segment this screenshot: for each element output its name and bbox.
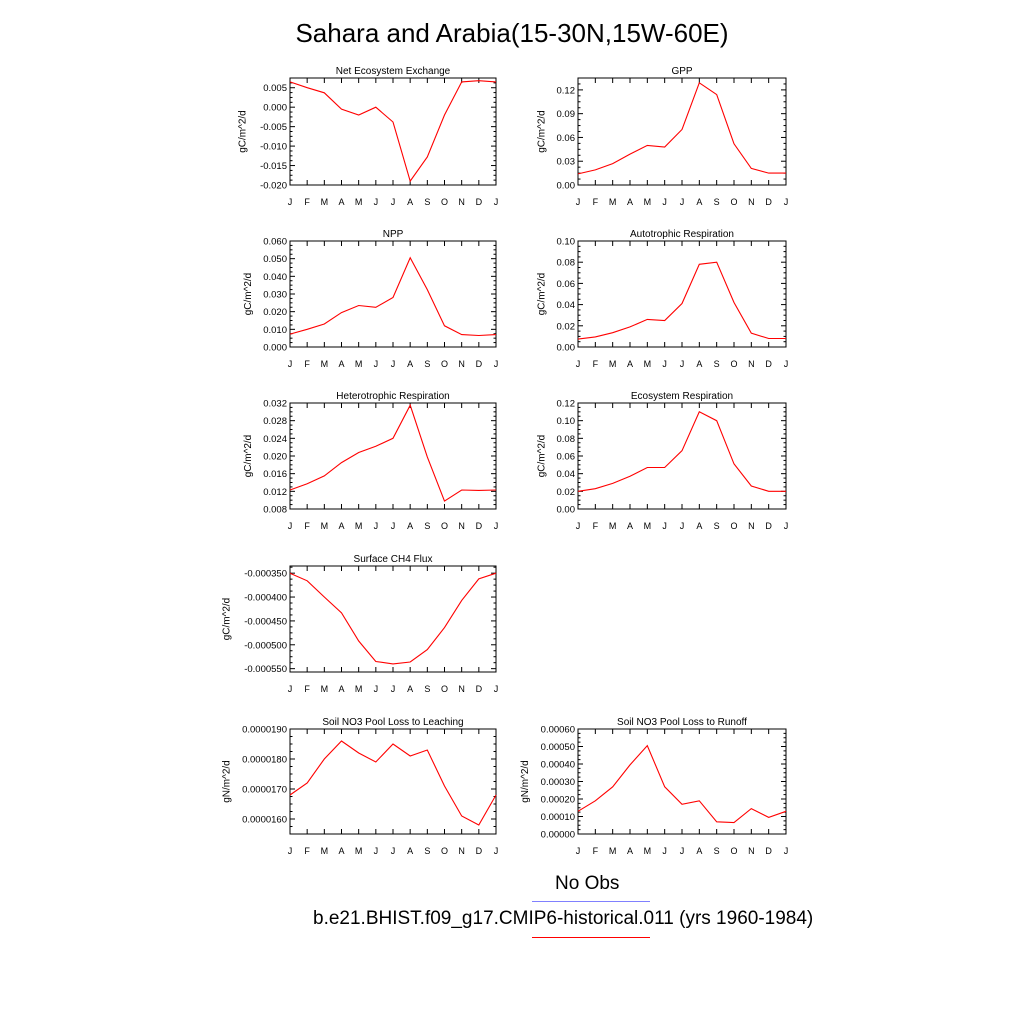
x-tick-label: J — [493, 684, 499, 694]
y-tick-label: 0.040 — [263, 271, 287, 283]
x-tick-label: A — [338, 197, 345, 207]
chart-panel-3 — [536, 229, 788, 369]
x-tick-label: F — [304, 359, 310, 369]
y-tick-label: 0.08 — [556, 257, 575, 269]
x-tick-label: S — [424, 521, 431, 531]
x-tick-label: N — [458, 846, 465, 856]
panel-title: Autotrophic Respiration — [630, 229, 734, 240]
x-tick-label: F — [592, 846, 599, 856]
y-tick-label: 0.020 — [263, 451, 287, 463]
chart-panel-4 — [243, 391, 498, 531]
panel-title: Soil NO3 Pool Loss to Runoff — [617, 717, 747, 728]
x-tick-label: J — [373, 359, 379, 369]
x-tick-label: N — [458, 359, 465, 369]
chart-panel-2 — [243, 229, 498, 369]
y-tick-label: 0.0000160 — [242, 814, 287, 826]
panel-title: Net Ecosystem Exchange — [335, 66, 451, 77]
x-tick-label: D — [475, 359, 483, 369]
x-tick-label: D — [475, 846, 483, 856]
x-tick-label: O — [730, 359, 738, 369]
x-tick-label: S — [424, 846, 431, 856]
chart-panel-6 — [221, 554, 498, 694]
x-tick-label: A — [696, 197, 703, 207]
x-tick-label: S — [424, 684, 431, 694]
x-tick-label: M — [354, 521, 363, 531]
x-tick-label: J — [575, 197, 581, 207]
x-tick-label: J — [493, 359, 499, 369]
y-tick-label: 0.00060 — [540, 724, 575, 736]
y-tick-label: 0.09 — [556, 109, 575, 121]
y-tick-label: 0.060 — [263, 236, 287, 248]
y-axis-label: gC/m^2/d — [243, 434, 254, 478]
x-tick-label: F — [304, 684, 310, 694]
y-tick-label: 0.04 — [556, 469, 575, 481]
y-tick-label: 0.00020 — [540, 794, 575, 806]
y-tick-label: 0.00 — [556, 504, 575, 516]
series-line — [578, 746, 786, 823]
legend-line-no-obs — [532, 901, 650, 902]
x-tick-label: F — [304, 521, 310, 531]
y-tick-label: -0.000350 — [244, 568, 287, 580]
x-tick-label: J — [679, 197, 685, 207]
y-tick-label: 0.04 — [556, 300, 575, 312]
plot-frame — [578, 403, 786, 509]
x-tick-label: J — [679, 359, 685, 369]
x-tick-label: N — [458, 684, 465, 694]
y-tick-label: 0.005 — [263, 83, 287, 95]
x-tick-label: A — [407, 684, 414, 694]
x-tick-label: J — [783, 846, 789, 856]
x-tick-label: M — [354, 197, 363, 207]
series-line — [290, 81, 496, 181]
x-tick-label: N — [748, 197, 755, 207]
x-tick-label: A — [626, 846, 634, 856]
y-tick-label: 0.016 — [263, 469, 287, 481]
x-tick-label: S — [713, 846, 720, 856]
x-tick-label: D — [765, 359, 772, 369]
series-line — [578, 262, 786, 339]
x-tick-label: F — [592, 521, 599, 531]
x-tick-label: M — [354, 359, 363, 369]
x-tick-label: J — [390, 521, 396, 531]
x-tick-label: F — [304, 846, 310, 856]
x-tick-label: S — [713, 521, 720, 531]
x-tick-label: A — [696, 846, 703, 856]
x-tick-label: S — [713, 359, 720, 369]
x-tick-label: A — [626, 521, 634, 531]
x-tick-label: J — [390, 684, 396, 694]
series-line — [578, 83, 786, 174]
y-tick-label: -0.000450 — [244, 616, 287, 628]
chart-panel-8 — [520, 717, 788, 856]
x-tick-label: J — [287, 521, 293, 531]
y-tick-label: 0.00050 — [540, 742, 575, 753]
y-tick-label: 0.00010 — [540, 812, 575, 823]
x-tick-label: J — [373, 521, 379, 531]
y-tick-label: 0.06 — [556, 278, 575, 290]
x-tick-label: J — [373, 197, 379, 207]
x-tick-label: D — [765, 846, 772, 856]
y-axis-label: gC/m^2/d — [243, 272, 254, 316]
y-tick-label: 0.10 — [556, 416, 575, 428]
x-tick-label: O — [440, 521, 449, 531]
x-tick-label: A — [407, 197, 414, 207]
panel-title: GPP — [671, 66, 693, 77]
plot-frame — [578, 729, 786, 834]
x-tick-label: M — [608, 197, 617, 207]
x-tick-label: A — [626, 359, 634, 369]
y-tick-label: 0.008 — [263, 504, 287, 516]
y-tick-label: -0.000550 — [244, 664, 287, 676]
x-tick-label: D — [475, 521, 483, 531]
x-tick-label: A — [407, 359, 414, 369]
y-tick-label: 0.032 — [263, 398, 287, 410]
x-tick-label: A — [338, 684, 345, 694]
panel-title: Surface CH4 Flux — [353, 554, 433, 565]
y-tick-label: 0.0000190 — [242, 724, 287, 736]
y-axis-label: gN/m^2/d — [221, 760, 233, 803]
y-tick-label: 0.00040 — [540, 759, 575, 771]
plot-frame — [290, 241, 496, 347]
y-axis-label: gC/m^2/d — [536, 272, 548, 316]
y-tick-label: 0.02 — [556, 486, 575, 498]
y-tick-label: 0.00030 — [540, 777, 575, 788]
x-tick-label: J — [679, 846, 685, 856]
x-tick-label: S — [424, 197, 431, 207]
x-tick-label: M — [643, 359, 652, 369]
chart-panel-5 — [536, 391, 788, 531]
x-tick-label: J — [575, 521, 581, 531]
x-tick-label: J — [783, 359, 789, 369]
y-tick-label: 0.03 — [556, 156, 575, 168]
x-tick-label: S — [713, 197, 720, 207]
x-tick-label: J — [390, 197, 396, 207]
y-tick-label: -0.015 — [260, 161, 287, 173]
x-tick-label: J — [287, 684, 293, 694]
series-line — [290, 573, 496, 664]
y-tick-label: 0.000 — [263, 102, 287, 114]
panel-title: Soil NO3 Pool Loss to Leaching — [322, 717, 464, 728]
x-tick-label: N — [748, 521, 755, 531]
series-line — [578, 412, 786, 492]
x-tick-label: A — [338, 846, 345, 856]
y-axis-label: gN/m^2/d — [520, 760, 532, 803]
y-tick-label: 0.0000170 — [242, 784, 287, 796]
x-tick-label: M — [320, 846, 329, 856]
x-tick-label: O — [440, 359, 449, 369]
x-tick-label: M — [320, 684, 329, 694]
x-tick-label: O — [730, 521, 738, 531]
plot-frame — [290, 78, 496, 185]
panel-title: Ecosystem Respiration — [630, 391, 734, 402]
y-tick-label: 0.0000180 — [242, 754, 287, 766]
x-tick-label: O — [440, 197, 449, 207]
x-tick-label: A — [338, 359, 345, 369]
y-tick-label: 0.00000 — [540, 829, 575, 841]
y-tick-label: 0.08 — [556, 433, 575, 445]
x-tick-label: M — [320, 521, 329, 531]
y-tick-label: 0.030 — [263, 289, 287, 301]
x-tick-label: A — [407, 521, 414, 531]
figure-title: Sahara and Arabia(15-30N,15W-60E) — [295, 18, 729, 48]
x-tick-label: J — [783, 197, 789, 207]
x-tick-label: S — [424, 359, 431, 369]
panel-title: Heterotrophic Respiration — [336, 391, 450, 402]
x-tick-label: M — [643, 197, 652, 207]
y-tick-label: 0.00 — [556, 342, 575, 354]
x-tick-label: N — [748, 359, 755, 369]
x-tick-label: F — [592, 359, 599, 369]
y-tick-label: -0.000400 — [244, 592, 287, 604]
x-tick-label: M — [608, 521, 617, 531]
x-tick-label: N — [458, 521, 465, 531]
y-tick-label: 0.000 — [263, 342, 287, 354]
x-tick-label: M — [320, 359, 329, 369]
x-tick-label: J — [575, 359, 581, 369]
y-tick-label: -0.005 — [260, 122, 287, 134]
chart-panel-1 — [536, 66, 788, 207]
x-tick-label: O — [730, 197, 738, 207]
x-tick-label: J — [493, 197, 499, 207]
x-tick-label: D — [765, 197, 772, 207]
legend-label-no-obs: No Obs — [555, 873, 620, 894]
chart-panel-7 — [221, 717, 498, 856]
x-tick-label: J — [679, 521, 685, 531]
y-tick-label: 0.050 — [263, 254, 287, 266]
y-tick-label: 0.06 — [556, 132, 575, 144]
y-tick-label: 0.012 — [263, 486, 287, 498]
x-tick-label: N — [748, 846, 755, 856]
x-tick-label: M — [354, 684, 363, 694]
y-axis-label: gC/m^2/d — [536, 110, 548, 153]
series-line — [290, 405, 496, 501]
x-tick-label: A — [626, 197, 634, 207]
y-axis-label: gC/m^2/d — [237, 110, 249, 153]
x-tick-label: J — [373, 684, 379, 694]
x-tick-label: J — [493, 521, 499, 531]
x-tick-label: A — [696, 359, 703, 369]
chart-panel-0 — [238, 66, 499, 207]
x-tick-label: O — [440, 684, 449, 694]
legend-line-model — [532, 937, 650, 938]
plot-frame — [290, 566, 496, 672]
x-tick-label: J — [662, 359, 667, 369]
x-tick-label: A — [338, 521, 345, 531]
y-tick-label: 0.10 — [556, 236, 575, 248]
x-tick-label: J — [575, 846, 581, 856]
plot-frame — [578, 241, 786, 347]
x-tick-label: O — [730, 846, 738, 856]
y-tick-label: 0.06 — [556, 451, 575, 463]
y-axis-label: gC/m^2/d — [536, 434, 548, 478]
x-tick-label: D — [765, 521, 772, 531]
x-tick-label: J — [373, 846, 379, 856]
y-tick-label: 0.020 — [263, 307, 287, 319]
y-tick-label: 0.12 — [556, 398, 575, 410]
y-tick-label: -0.010 — [260, 141, 287, 153]
x-tick-label: M — [643, 521, 652, 531]
x-tick-label: M — [608, 846, 617, 856]
panel-title: NPP — [382, 229, 404, 240]
x-tick-label: F — [304, 197, 310, 207]
x-tick-label: J — [662, 197, 667, 207]
x-tick-label: A — [696, 521, 703, 531]
y-tick-label: 0.02 — [556, 321, 575, 333]
series-line — [290, 258, 496, 336]
y-tick-label: -0.020 — [260, 180, 287, 192]
x-tick-label: O — [440, 846, 449, 856]
x-tick-label: J — [493, 846, 499, 856]
x-tick-label: D — [475, 684, 483, 694]
x-tick-label: J — [287, 197, 293, 207]
x-tick-label: J — [390, 359, 396, 369]
legend-label-model: b.e21.BHIST.f09_g17.CMIP6-historical.011 (yrs 1960-1984) — [313, 908, 814, 929]
y-tick-label: -0.000500 — [244, 640, 287, 652]
x-tick-label: J — [287, 359, 293, 369]
y-tick-label: 0.12 — [556, 85, 575, 97]
x-tick-label: A — [407, 846, 414, 856]
x-tick-label: N — [458, 197, 465, 207]
series-line — [290, 741, 496, 825]
y-tick-label: 0.00 — [556, 180, 575, 192]
x-tick-label: J — [783, 521, 789, 531]
x-tick-label: M — [320, 197, 329, 207]
x-tick-label: F — [592, 197, 599, 207]
x-tick-label: J — [287, 846, 293, 856]
y-tick-label: 0.028 — [263, 416, 287, 428]
y-tick-label: 0.024 — [263, 433, 287, 445]
plot-frame — [290, 403, 496, 509]
y-tick-label: 0.010 — [263, 324, 287, 336]
x-tick-label: J — [390, 846, 396, 856]
x-tick-label: M — [608, 359, 617, 369]
y-axis-label: gC/m^2/d — [221, 597, 233, 641]
x-tick-label: M — [643, 846, 652, 856]
x-tick-label: D — [475, 197, 483, 207]
x-tick-label: J — [662, 846, 667, 856]
x-tick-label: J — [662, 521, 667, 531]
x-tick-label: M — [354, 846, 363, 856]
